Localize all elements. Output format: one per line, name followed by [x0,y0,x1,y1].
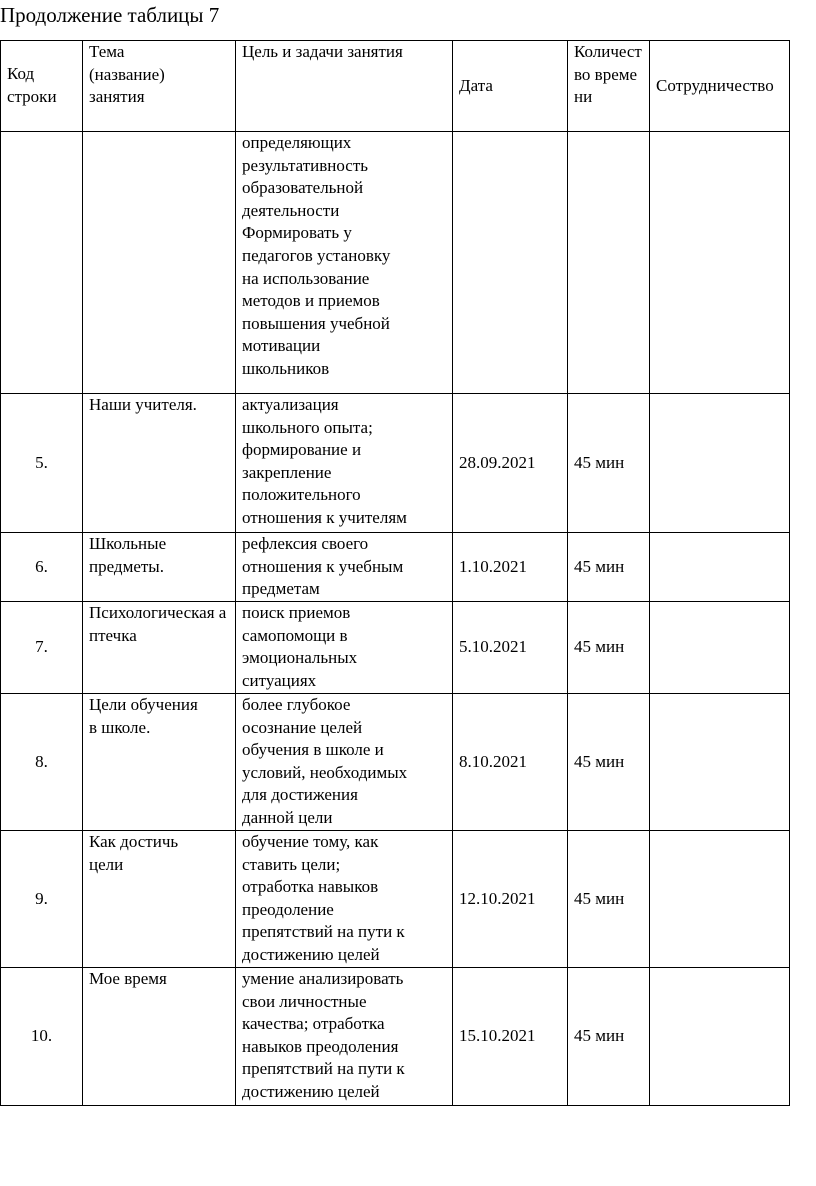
cell-code [1,132,83,394]
cell-duration: 45 мин [568,602,650,694]
table-row [1,394,790,533]
table-row [1,694,790,831]
cell-code: 5. [1,394,83,533]
table-row [1,831,790,968]
cell-duration: 45 мин [568,533,650,602]
table-row [1,602,790,694]
cell-goal: умение анализировать свои личностные качества; отработка навыков преодоления препятствий на пути к достижению целей [236,968,453,1106]
cell-goal: рефлексия своего отношения к учебным предметам [236,533,453,602]
cell-topic: Мое время [83,968,236,1106]
cell-goal: определяющих результативность образовательной деятельности Формировать у педагогов установку на использование методов и приемов повышения учебной мотивации школьников [236,132,453,394]
cell-goal: актуализация школьного опыта; формирование и закрепление положительного отношения к учителям [236,394,453,533]
cell-code: 6. [1,533,83,602]
cell-cooperation [650,968,790,1106]
cell-topic: Цели обучения в школе. [83,694,236,831]
header-row [1,41,790,132]
cell-goal: обучение тому, как ставить цели; отработка навыков преодоление препятствий на пути к достижению целей [236,831,453,968]
cell-date: 28.09.2021 [453,394,568,533]
table-caption: Продолжение таблицы 7 [0,3,220,27]
cell-date: 8.10.2021 [453,694,568,831]
cell-topic [83,132,236,394]
cell-code: 7. [1,602,83,694]
cell-cooperation [650,694,790,831]
cell-topic: Психологическая аптечка [83,602,236,694]
cell-topic: Школьные предметы. [83,533,236,602]
cell-code: 9. [1,831,83,968]
header-duration: Количество времени [568,41,650,132]
cell-date: 12.10.2021 [453,831,568,968]
cell-code: 8. [1,694,83,831]
cell-goal: более глубокое осознание целей обучения в школе и условий, необходимых для достижения данной цели [236,694,453,831]
cell-topic: Наши учителя. [83,394,236,533]
cell-cooperation [650,533,790,602]
cell-date: 1.10.2021 [453,533,568,602]
header-code: Код строки [1,41,83,132]
cell-duration: 45 мин [568,394,650,533]
cell-date: 5.10.2021 [453,602,568,694]
cell-date [453,132,568,394]
cell-duration [568,132,650,394]
header-topic: Тема (название) занятия [83,41,236,132]
table-row [1,533,790,602]
cell-cooperation [650,602,790,694]
cell-goal: поиск приемов самопомощи в эмоциональных ситуациях [236,602,453,694]
lesson-plan-table [0,40,790,1106]
header-goal: Цель и задачи занятия [236,41,453,132]
cell-code: 10. [1,968,83,1106]
cell-duration: 45 мин [568,694,650,831]
table-row [1,132,790,394]
cell-duration: 45 мин [568,968,650,1106]
cell-cooperation [650,394,790,533]
cell-cooperation [650,831,790,968]
header-date: Дата [453,41,568,132]
table-row [1,968,790,1106]
cell-duration: 45 мин [568,831,650,968]
header-cooperation: Сотрудничество [650,41,790,132]
cell-topic: Как достичь цели [83,831,236,968]
cell-cooperation [650,132,790,394]
cell-date: 15.10.2021 [453,968,568,1106]
